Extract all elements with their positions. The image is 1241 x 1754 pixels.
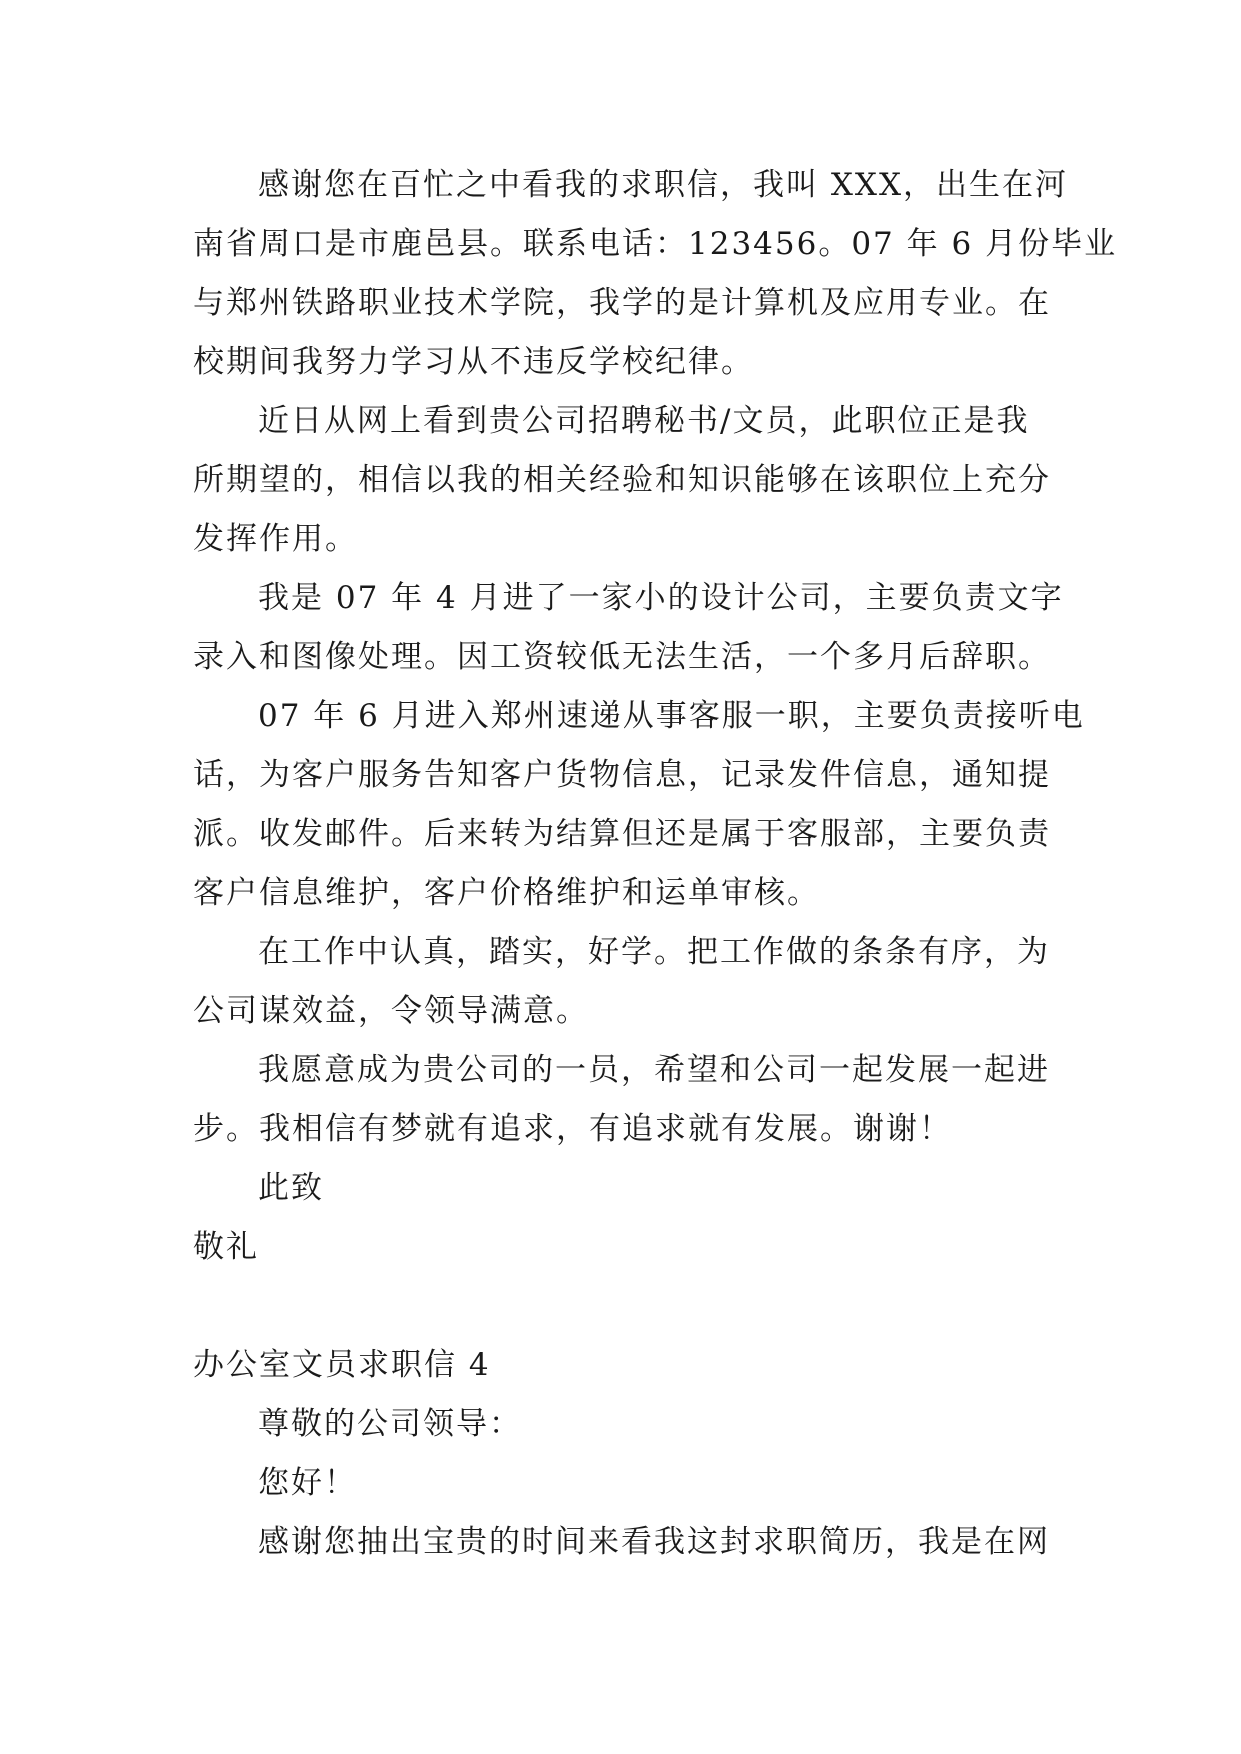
- paragraph-line: 客户信息维护，客户价格维护和运单审核。: [193, 875, 820, 911]
- paragraph-line: 所期望的，相信以我的相关经验和知识能够在该职位上充分: [193, 462, 1051, 498]
- paragraph-line: 我愿意成为贵公司的一员，希望和公司一起发展一起进: [258, 1052, 1050, 1088]
- paragraph-line: 话，为客户服务告知客户货物信息，记录发件信息，通知提: [193, 757, 1051, 793]
- paragraph-line: 与郑州铁路职业技术学院，我学的是计算机及应用专业。在: [193, 285, 1051, 321]
- paragraph-line: 感谢您在百忙之中看我的求职信，我叫 XXX，出生在河: [258, 167, 1069, 203]
- paragraph-line: 07 年 6 月进入郑州速递从事客服一职，主要负责接听电: [258, 698, 1085, 734]
- paragraph-line: 录入和图像处理。因工资较低无法生活，一个多月后辞职。: [193, 639, 1051, 675]
- section-title: 办公室文员求职信 4: [193, 1347, 491, 1383]
- paragraph-line: 校期间我努力学习从不违反学校纪律。: [193, 344, 754, 380]
- paragraph-line: 在工作中认真，踏实，好学。把工作做的条条有序，为: [258, 934, 1050, 970]
- paragraph-line: 公司谋效益，令领导满意。: [193, 993, 589, 1029]
- closing-salutation: 此致: [258, 1170, 324, 1206]
- paragraph-line: 南省周口是市鹿邑县。联系电话：123456。07 年 6 月份毕业: [193, 226, 1118, 262]
- paragraph-line: 发挥作用。: [193, 521, 358, 557]
- paragraph-line: 近日从网上看到贵公司招聘秘书/文员，此职位正是我: [258, 403, 1030, 439]
- paragraph-line: 派。收发邮件。后来转为结算但还是属于客服部，主要负责: [193, 816, 1051, 852]
- greeting-line: 尊敬的公司领导：: [258, 1406, 522, 1442]
- greeting-line: 您好！: [258, 1465, 357, 1501]
- paragraph-line: 我是 07 年 4 月进了一家小的设计公司，主要负责文字: [258, 580, 1064, 616]
- paragraph-line: 步。我相信有梦就有追求，有追求就有发展。谢谢！: [193, 1111, 952, 1147]
- paragraph-line: 感谢您抽出宝贵的时间来看我这封求职简历，我是在网: [258, 1524, 1050, 1560]
- closing-regards: 敬礼: [193, 1229, 259, 1265]
